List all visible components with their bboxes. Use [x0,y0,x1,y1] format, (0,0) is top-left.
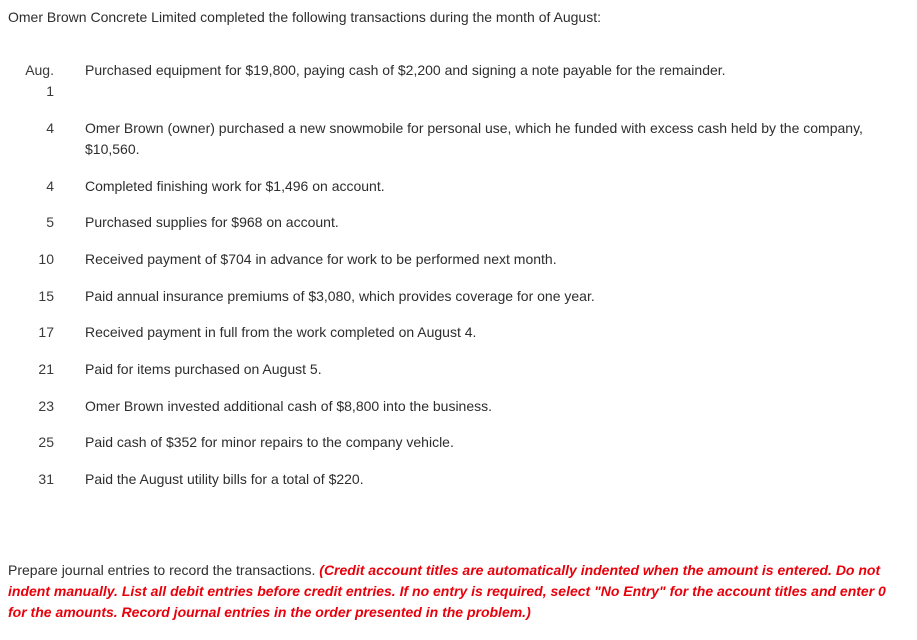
day-number: 17 [38,324,54,340]
transaction-description: Omer Brown (owner) purchased a new snowmobile for personal use, which he funded with excess cash held by the company, $10,560. [85,120,863,157]
transaction-description: Purchased supplies for $968 on account. [85,214,339,230]
transaction-row [8,359,868,396]
transaction-row [8,432,868,469]
transaction-description: Paid the August utility bills for a total of $220. [85,471,364,487]
transaction-date [8,60,54,102]
transaction-row [8,118,868,176]
transaction-description: Received payment in full from the work completed on August 4. [85,324,477,340]
instructions-text: Prepare journal entries to record the transactions. [8,562,320,578]
transaction-row [8,249,868,286]
day-number: 4 [46,120,54,136]
transaction-row [8,60,868,118]
day-number: 31 [38,471,54,487]
transaction-row [8,396,868,432]
transaction-description: Completed finishing work for $1,496 on account. [85,178,385,194]
problem-intro: Omer Brown Concrete Limited completed the following transactions during the month of August: [8,9,601,25]
day-number: 21 [38,361,54,377]
transaction-list [8,60,868,506]
transaction-description: Paid for items purchased on August 5. [85,361,322,377]
transaction-description: Paid cash of $352 for minor repairs to the company vehicle. [85,434,454,450]
day-number: 23 [38,398,54,414]
month-label: Aug. [25,62,54,78]
day-number: 5 [46,214,54,230]
transaction-row [8,212,868,249]
transaction-description: Received payment of $704 in advance for work to be performed next month. [85,251,557,267]
instructions-emphasis: (Credit account titles are automatically indented when the amount is entered. Do not indent manually. List all debit entries before credit entries. If no entry is required, select "No Entry" for the account titles and enter 0 for the amounts. Record journal entries in the order presented in the problem.) [8,562,886,620]
day-number: 10 [38,251,54,267]
day-number: 1 [46,83,54,99]
day-number: 15 [38,288,54,304]
transaction-description: Purchased equipment for $19,800, paying cash of $2,200 and signing a note payable for the remainder. [85,62,726,78]
instructions-paragraph [8,560,898,623]
transaction-row [8,176,868,212]
transaction-row [8,469,868,506]
day-number: 25 [38,434,54,450]
transaction-description: Paid annual insurance premiums of $3,080, which provides coverage for one year. [85,288,595,304]
transaction-row [8,286,868,322]
transaction-description: Omer Brown invested additional cash of $8,800 into the business. [85,398,493,414]
day-number: 4 [46,178,54,194]
transaction-row [8,322,868,359]
